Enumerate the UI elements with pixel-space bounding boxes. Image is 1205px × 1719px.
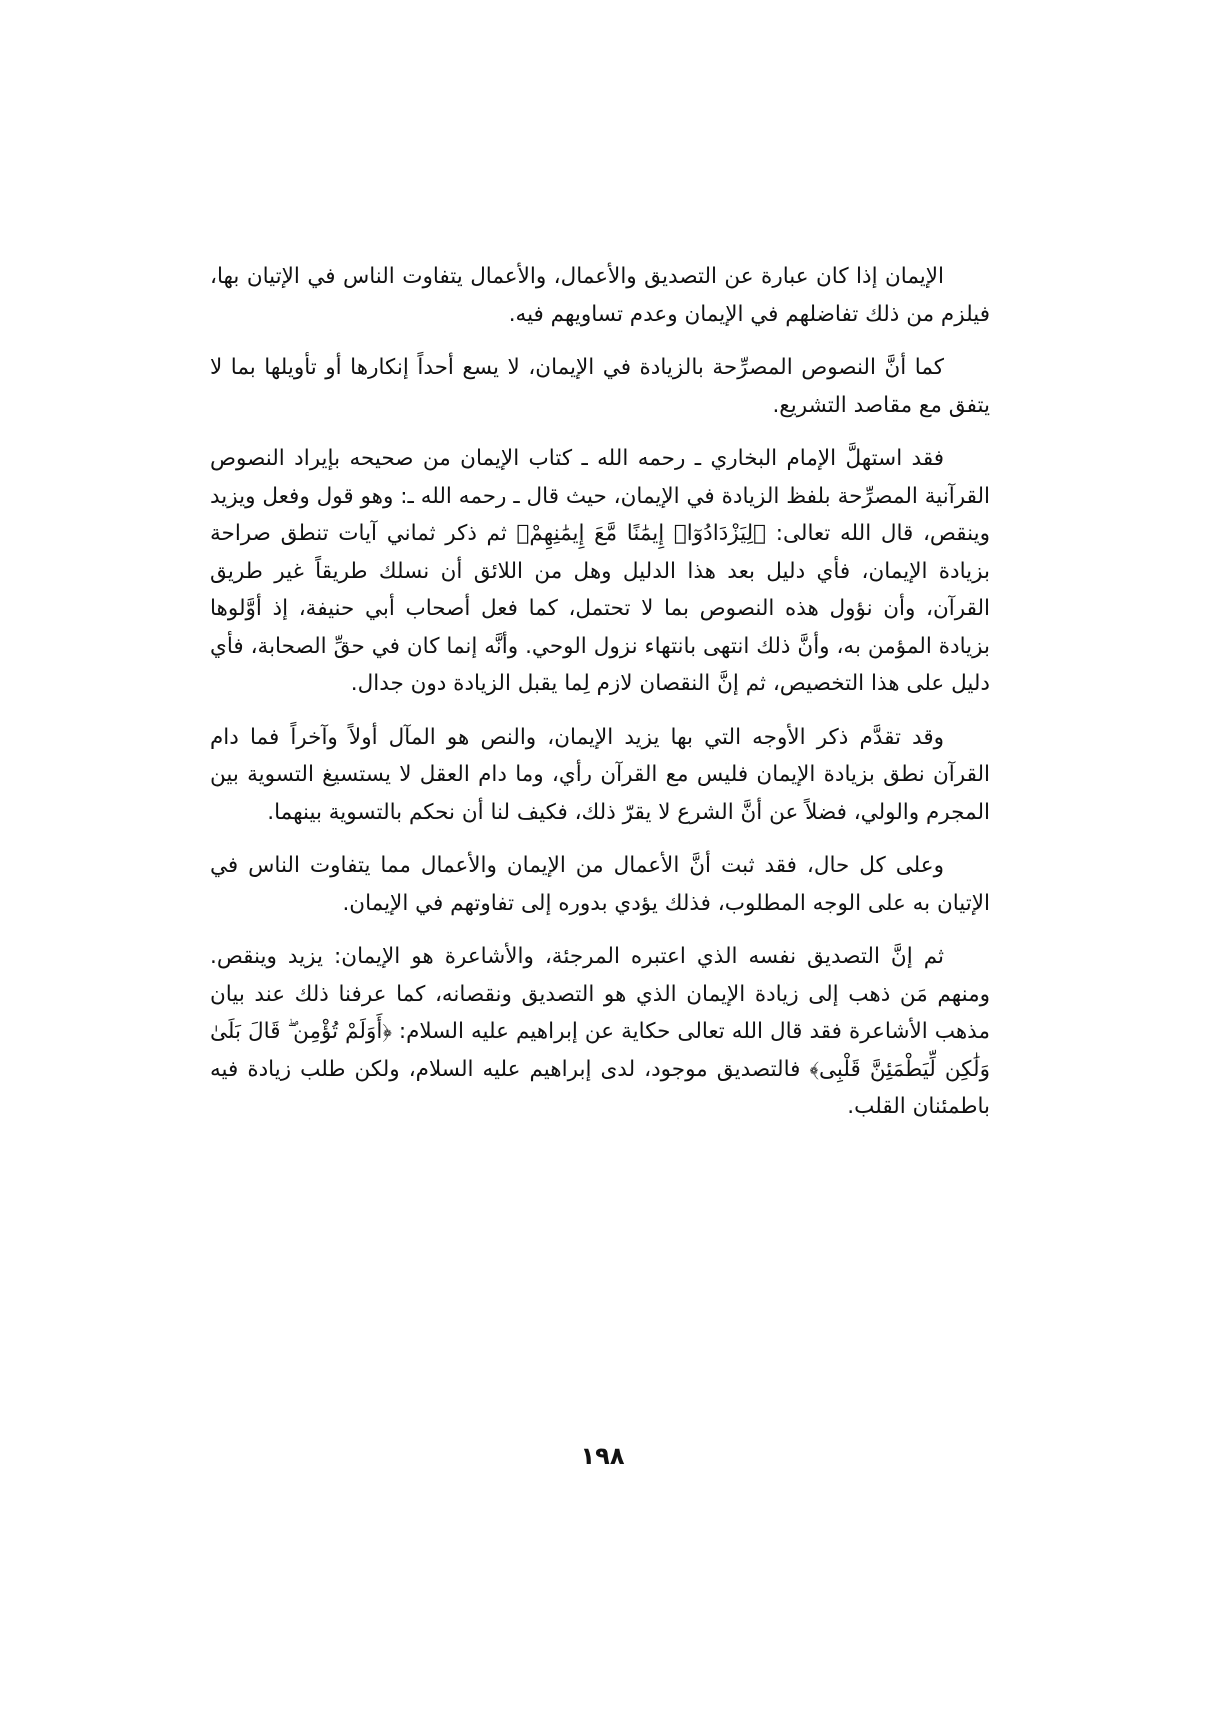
paragraph-2: كما أنَّ النصوص المصرِّحة بالزيادة في الإيمان، لا يسع أحداً إنكارها أو تأويلها بما لا يتفق مع مقاصد التشريع.	[210, 355, 990, 418]
body-text	[210, 258, 990, 1142]
paragraph-3: فقد استهلَّ الإمام البخاري ـ رحمه الله ـ كتاب الإيمان من صحيحه بإيراد النصوص القرآنية المصرِّحة بلفظ الزيادة في الإيمان، حيث قال ـ رحمه الله ـ: وهو قول وفعل ويزيد وينقص، قال الله تعالى: ﴿لِيَزْدَادُوٓا۟ إِيمَٰنًا مَّعَ إِيمَٰنِهِمْ﴾ ثم ذكر ثماني آيات تنطق صراحة بزيادة الإيمان، فأي دليل بعد هذا الدليل وهل من اللائق أن نسلك طريقاً غير طريق القرآن، وأن نؤول هذه النصوص بما لا تحتمل، كما فعل أصحاب أبي حنيفة، إذ أوَّلوها بزيادة المؤمن به، وأنَّ ذلك انتهى بانتهاء نزول الوحي. وأنَّه إنما كان في حقِّ الصحابة، فأي دليل على هذا التخصيص، ثم إنَّ النقصان لازم لِما يقبل الزيادة دون جدال.	[210, 446, 990, 696]
paragraph-4: وقد تقدَّم ذكر الأوجه التي بها يزيد الإيمان، والنص هو المآل أولاً وآخراً فما دام القرآن نطق بزيادة الإيمان فليس مع القرآن رأي، وما دام العقل لا يستسيغ التسوية بين المجرم والولي، فضلاً عن أنَّ الشرع لا يقرّ ذلك، فكيف لنا أن نحكم بالتسوية بينهما.	[210, 724, 990, 825]
paragraph-6: ثم إنَّ التصديق نفسه الذي اعتبره المرجئة، والأشاعرة هو الإيمان: يزيد وينقص. ومنهم مَن ذهب إلى زيادة الإيمان الذي هو التصديق ونقصانه، كما عرفنا ذلك عند بيان مذهب الأشاعرة فقد قال الله تعالى حكاية عن إبراهيم عليه السلام: ﴿أَوَلَمْ تُؤْمِن ۖ قَالَ بَلَىٰ وَلَٰكِن لِّيَطْمَئِنَّ قَلْبِى﴾ فالتصديق موجود، لدى إبراهيم عليه السلام، ولكن طلب زيادة فيه باطمئنان القلب.	[210, 944, 990, 1119]
paragraph-1: الإيمان إذا كان عبارة عن التصديق والأعمال، والأعمال يتفاوت الناس في الإتيان بها، فيلزم من ذلك تفاضلهم في الإيمان وعدم تساويهم فيه.	[210, 264, 990, 327]
page-number: ١٩٨	[580, 1442, 625, 1470]
paragraph-5: وعلى كل حال، فقد ثبت أنَّ الأعمال من الإيمان والأعمال مما يتفاوت الناس في الإتيان به على الوجه المطلوب، فذلك يؤدي بدوره إلى تفاوتهم في الإيمان.	[210, 853, 990, 916]
